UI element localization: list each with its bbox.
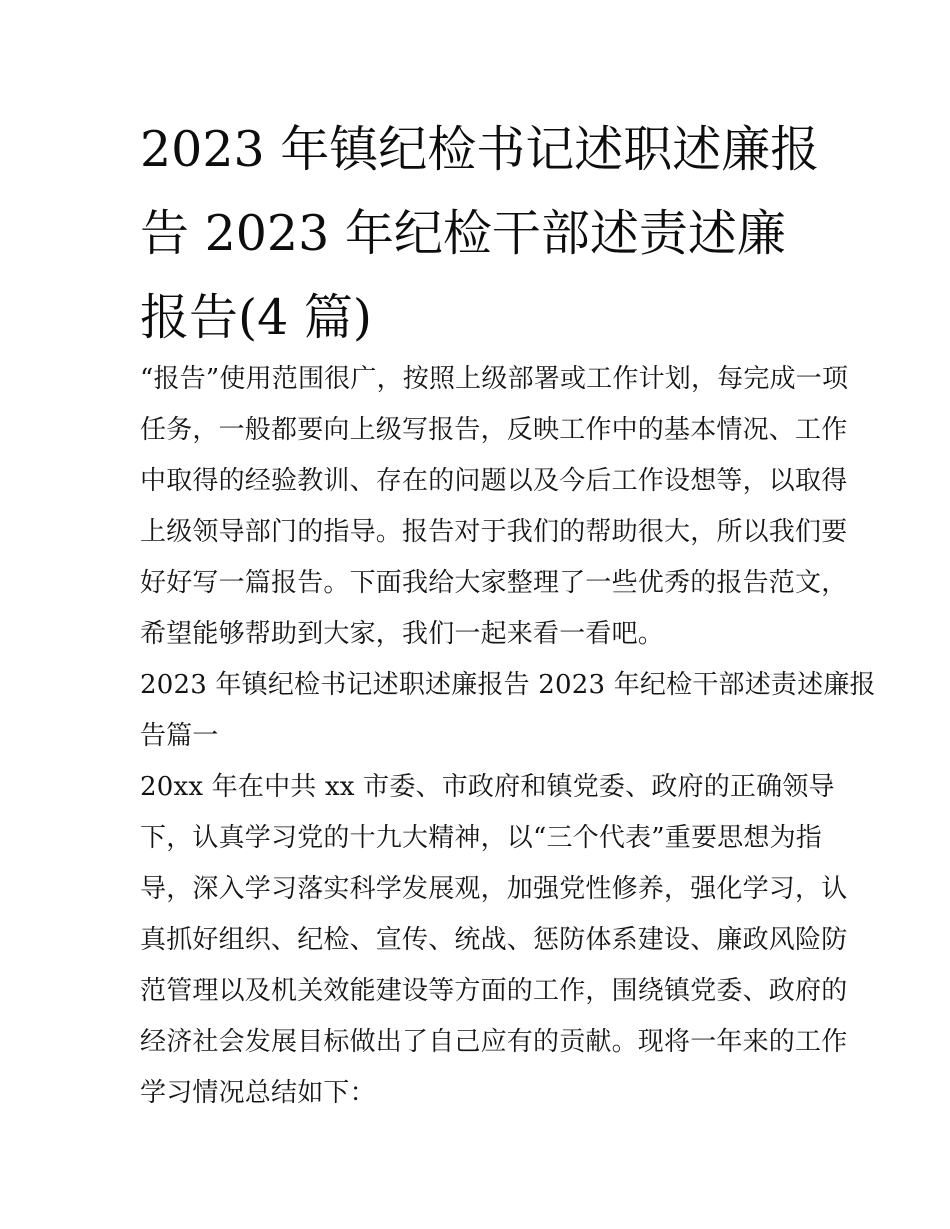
intro-line: 希望能够帮助到大家，我们一起来看一看吧。 [140, 619, 665, 649]
paragraph-line: 真抓好组织、纪检、宣传、统战、惩防体系建设、廉政风险防 [140, 925, 848, 955]
paragraph-line: 经济社会发展目标做出了自己应有的贡献。现将一年来的工作 [140, 1027, 848, 1057]
title-line: 告 2023 年纪检干部述责述廉 [140, 205, 786, 262]
intro-line: 上级领导部门的指导。报告对于我们的帮助很大，所以我们要 [140, 517, 848, 547]
document-title [140, 108, 820, 360]
paragraph-line: 20xx 年在中共 xx 市委、市政府和镇党委、政府的正确领导 [140, 772, 835, 802]
section-heading-line: 告篇一 [140, 721, 219, 751]
intro-line: 任务，一般都要向上级写报告，反映工作中的基本情况、工作 [140, 415, 848, 445]
intro-line: “报告”使用范围很广，按照上级部署或工作计划，每完成一项 [140, 364, 849, 394]
paragraph-line: 学习情况总结如下： [140, 1078, 376, 1108]
intro-line: 中取得的经验教训、存在的问题以及今后工作设想等，以取得 [140, 466, 848, 496]
document-body [140, 354, 876, 1119]
section-heading-line: 2023 年镇纪检书记述职述廉报告 2023 年纪检干部述责述廉报 [140, 670, 876, 700]
paragraph-line: 导，深入学习落实科学发展观，加强党性修养，强化学习，认 [140, 874, 848, 904]
title-line: 2023 年镇纪检书记述职述廉报 [140, 121, 820, 178]
intro-line: 好好写一篇报告。下面我给大家整理了一些优秀的报告范文， [140, 568, 848, 598]
title-line: 报告(4 篇) [140, 289, 372, 346]
paragraph-line: 范管理以及机关效能建设等方面的工作，围绕镇党委、政府的 [140, 976, 848, 1006]
paragraph-line: 下，认真学习党的十九大精神，以“三个代表”重要思想为指 [140, 823, 822, 853]
